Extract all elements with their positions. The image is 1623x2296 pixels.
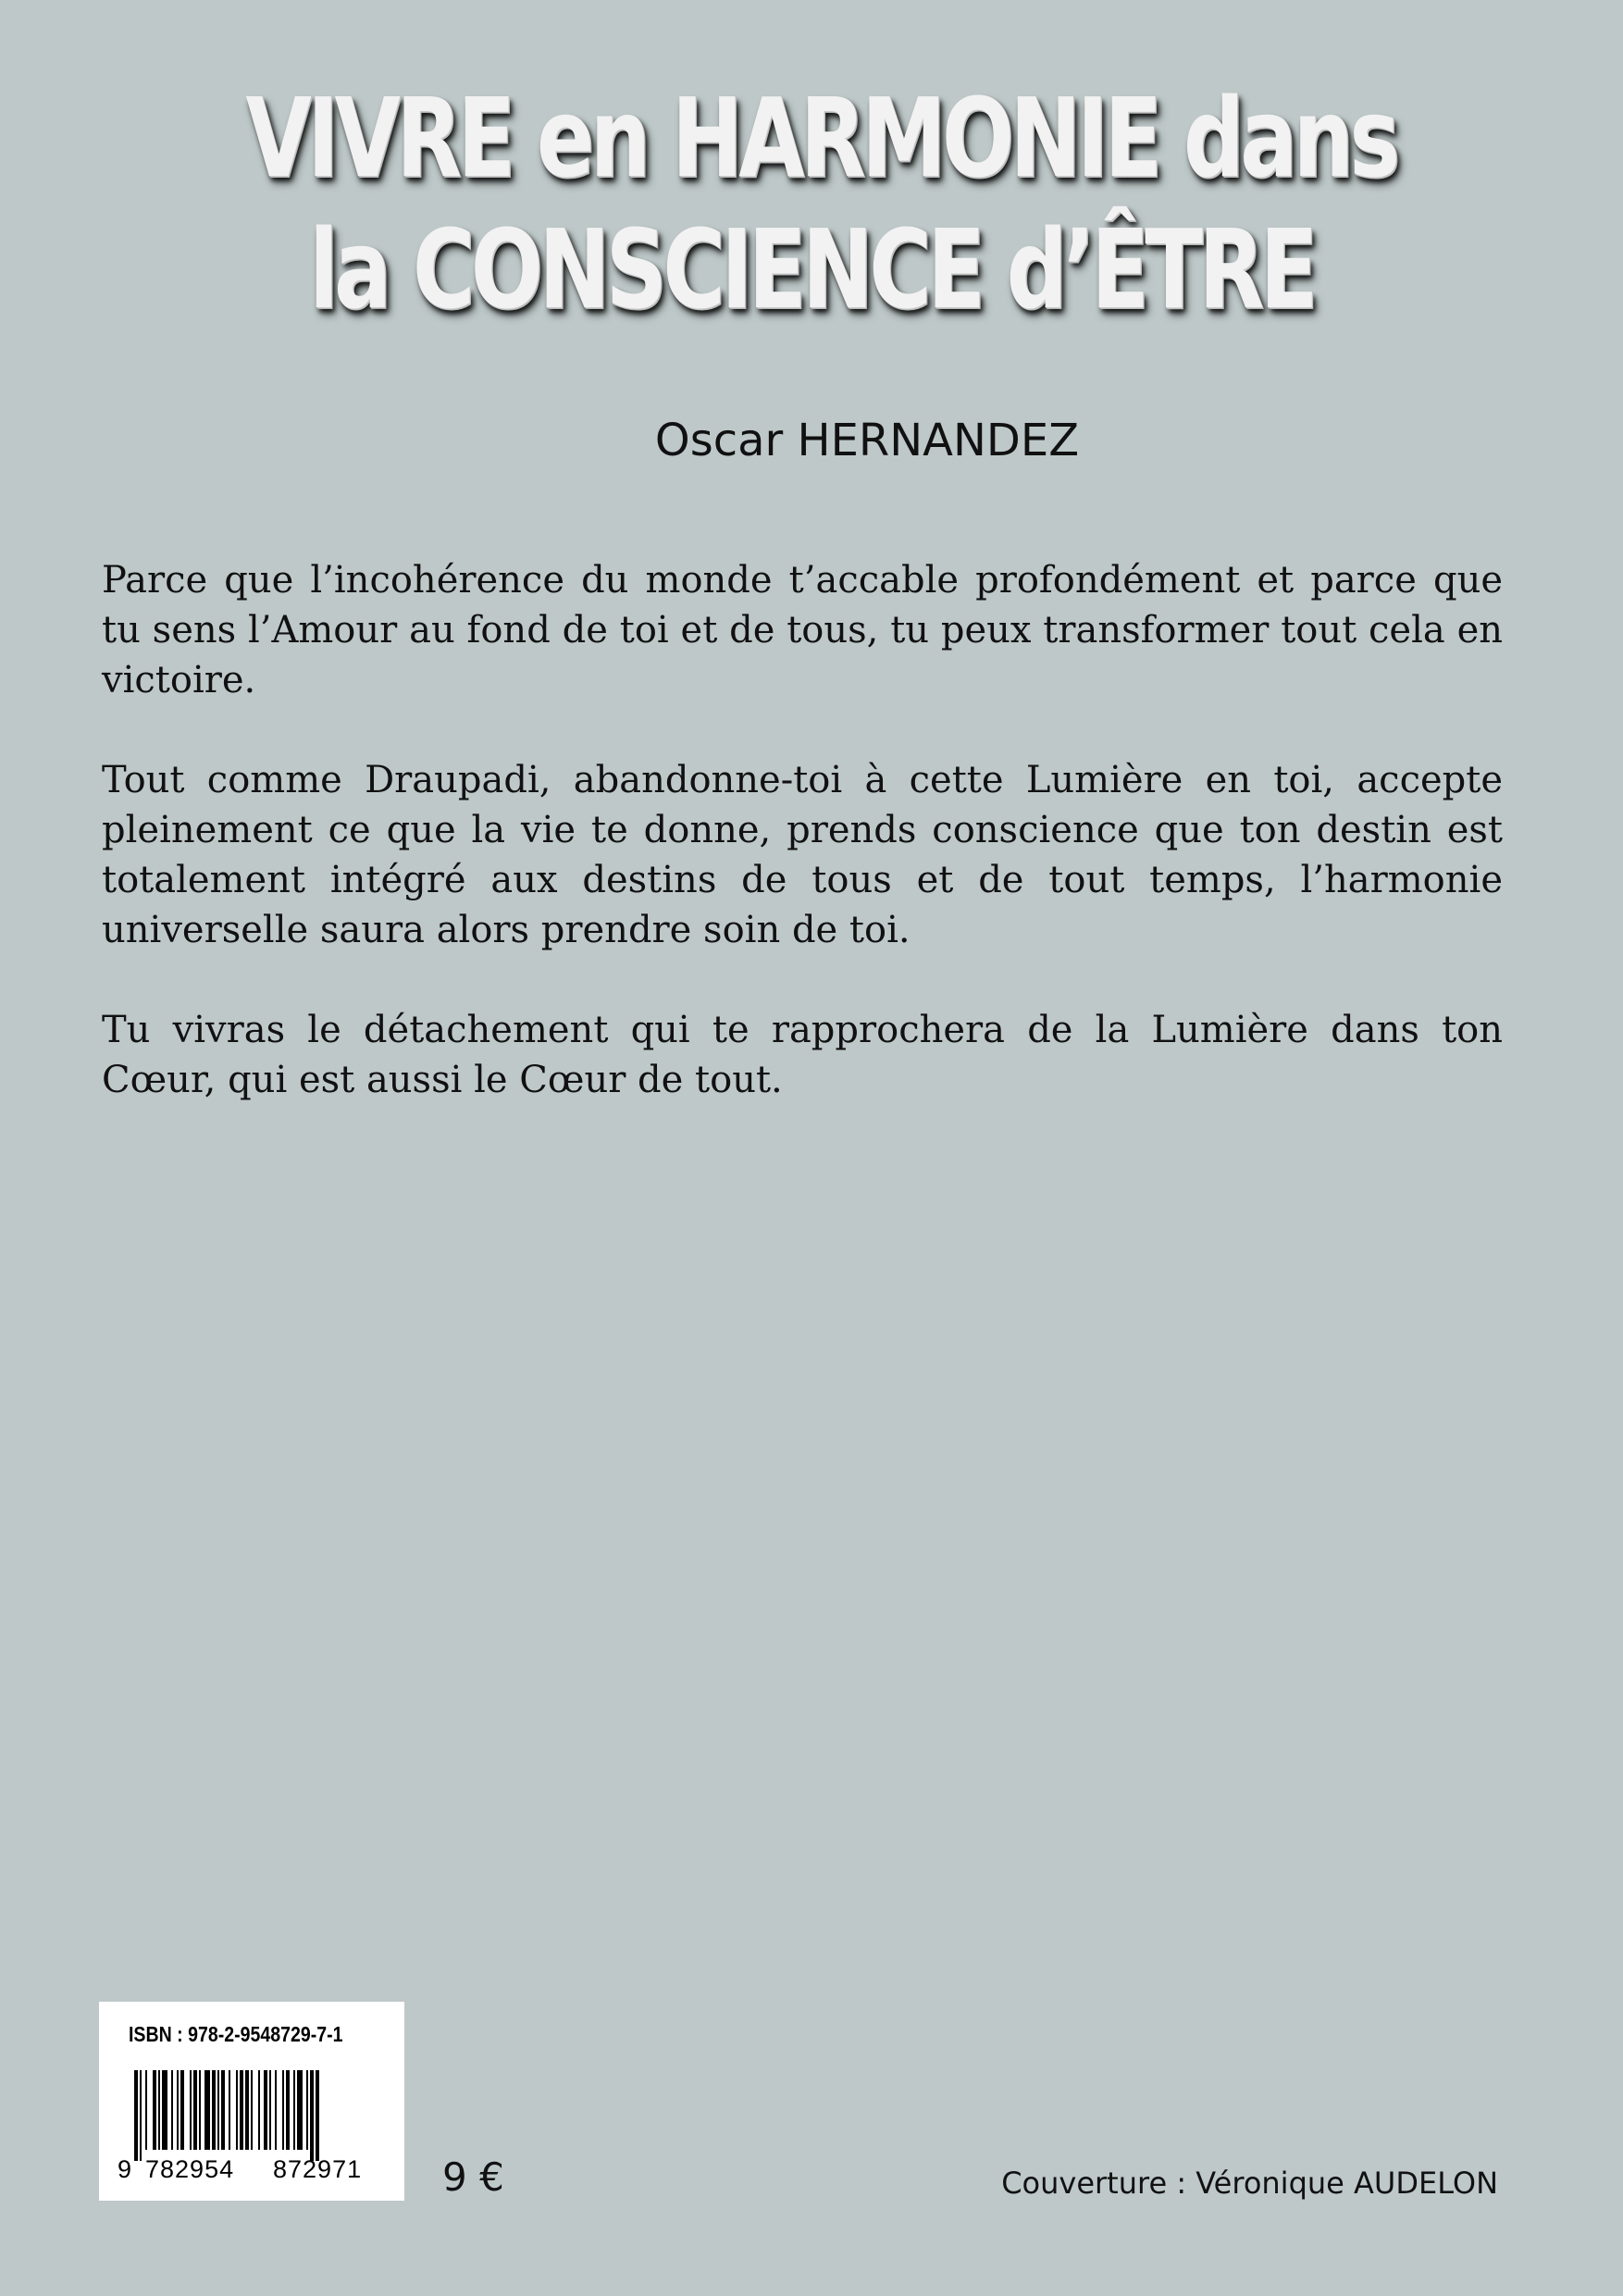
price: 9 € bbox=[442, 2154, 504, 2200]
blurb-paragraph-2: Tout comme Draupadi, abandonne-toi à cette Lumière en toi, accepte pleinement ce que la vie te donne, prends conscience que ton destin est totalement intégré aux destins de tous et de tout temps, l’harmonie universelle saura alors prendre soin de toi. bbox=[102, 759, 1503, 951]
barcode-digit-first: 9 bbox=[118, 2155, 132, 2183]
author-name: Oscar HERNANDEZ bbox=[654, 415, 1080, 466]
back-cover-blurb bbox=[102, 555, 1503, 1155]
book-title bbox=[0, 74, 1623, 333]
title-line-1: VIVRE en HARMONIE dans bbox=[245, 74, 1396, 202]
cover-credit: Couverture : Véronique AUDELON bbox=[1001, 2166, 1498, 2201]
isbn-label: ISBN : 978-2-9548729-7-1 bbox=[129, 2022, 343, 2046]
blurb-paragraph-3: Tu vivras le détachement qui te rapprochera de la Lumière dans ton Cœur, qui est aussi le Cœur de tout. bbox=[102, 1009, 1503, 1101]
isbn-barcode-box bbox=[99, 2002, 404, 2201]
blurb-paragraph-1: Parce que l’incohérence du monde t’accable profondément et parce que tu sens l’Amour au fond de toi et de tous, tu peux transformer tout cela en victoire. bbox=[102, 559, 1503, 701]
title-line-2: la CONSCIENCE d’ÊTRE bbox=[309, 205, 1314, 333]
barcode-digits-left: 782954 bbox=[145, 2155, 235, 2183]
barcode-digits-right: 872971 bbox=[273, 2155, 363, 2183]
barcode-icon bbox=[134, 2070, 377, 2161]
